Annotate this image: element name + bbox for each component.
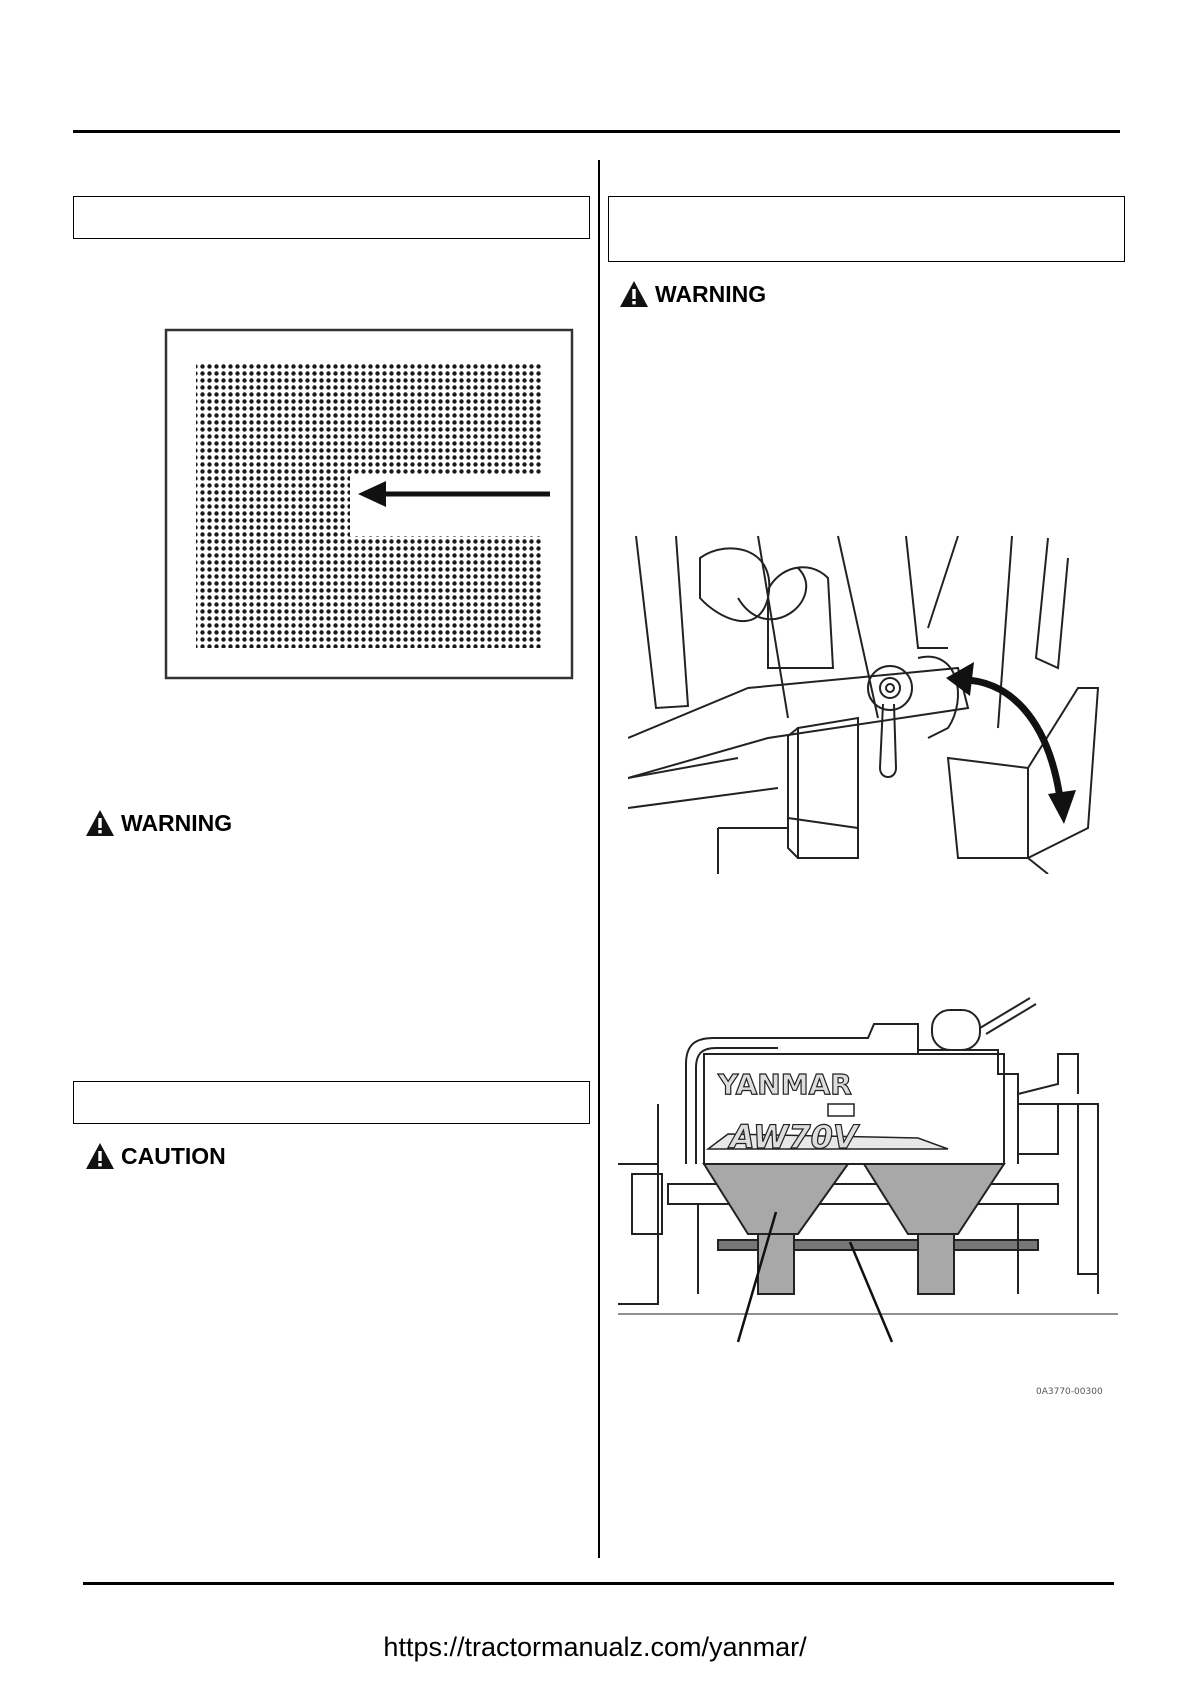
warning-label-right: WARNING [655, 280, 767, 307]
hopper-model-text: AW70V [730, 1118, 858, 1156]
section-heading-box-left-bottom [73, 1081, 590, 1124]
hopper-illustration [618, 994, 1118, 1406]
warning-label-left: WARNING [121, 809, 233, 836]
section-heading-box-left-top [73, 196, 590, 239]
screen-filter-illustration [164, 328, 574, 680]
warning-triangle-icon [619, 280, 649, 308]
rotation-arrow-icon [628, 528, 1112, 874]
footer-url-link[interactable]: https://tractormanualz.com/yanmar/ [383, 1632, 807, 1662]
footer-rule [83, 1582, 1114, 1585]
warning-triangle-icon [85, 809, 115, 837]
caution-signal-left [85, 1142, 226, 1170]
caution-triangle-icon [85, 1142, 115, 1170]
caution-label-left: CAUTION [121, 1142, 226, 1169]
hopper-logo-text: YANMAR [718, 1068, 852, 1101]
warning-signal-left [85, 809, 232, 837]
section-heading-box-right [608, 196, 1125, 262]
header-rule [73, 130, 1120, 133]
screen-filter-figure [164, 328, 574, 680]
column-divider [598, 160, 600, 1558]
hinge-pin-figure [628, 528, 1112, 874]
hopper-figure-code: 0A3770-00300 [1036, 1387, 1103, 1397]
warning-signal-right [619, 280, 766, 308]
hopper-figure [618, 994, 1118, 1406]
